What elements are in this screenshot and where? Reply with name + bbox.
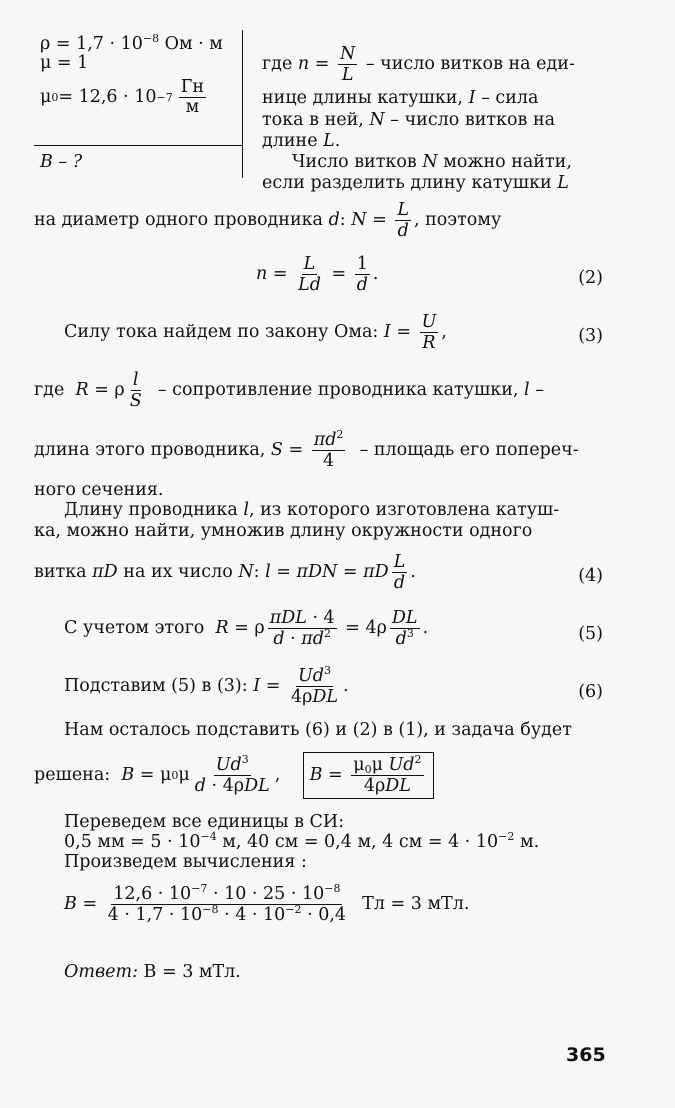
line-14: ка, можно найти, умножив длину окружности одного bbox=[34, 521, 533, 541]
equation-number-2: (2) bbox=[578, 268, 603, 288]
given-find: B – ? bbox=[40, 152, 83, 172]
page-number: 365 bbox=[566, 1044, 606, 1066]
line-4: длине L. bbox=[262, 131, 341, 151]
line-13: Длину проводника l, из которого изготовлена катуш- bbox=[64, 500, 560, 520]
equation-6: Подставим (5) в (3): I = $\frac{Ud^3}{\text{4ρDL}}$ . bbox=[64, 664, 349, 708]
equation-4: витка πD на их число N : l = πDN = πD $\frac{L}{d}$ . bbox=[34, 552, 416, 594]
line-22: Произведем вычисления : bbox=[64, 852, 307, 872]
equation-number-3: (3) bbox=[578, 326, 603, 346]
calculation: B = $\frac{12,6 \cdot 10^{-7} \cdot 10 \cdot 25 \cdot 10^{-8}}{4 \cdot 1,7 \cdot 10^{-8} \cdot 4 \cdot 10^{-2} \cdot 0,4}$ Тл = 3 мТл. bbox=[64, 882, 470, 926]
line-resistance: где R = ρ $\frac{l}{S}$ – сопротивление проводника катушки, l – bbox=[34, 370, 544, 412]
given-rho: $\rho = 1,7 \cdot 10^{-8}$ Ом · м bbox=[40, 32, 223, 54]
line-6: если разделить длину катушки L bbox=[262, 173, 569, 193]
answer-line: Ответ: B = 3 мТл. bbox=[64, 962, 241, 982]
equation-number-6: (6) bbox=[578, 682, 603, 702]
line-18: Нам осталось подставить (6) и (2) в (1), и задача будет bbox=[64, 720, 572, 740]
line-n-def: где n = $\frac{N}{L}$ – число витков на еди- bbox=[262, 44, 575, 86]
line-2: нице длины катушки, I – сила bbox=[262, 88, 539, 108]
equation-number-4: (4) bbox=[578, 566, 603, 586]
line-3: тока в ней, N – число витков на bbox=[262, 110, 556, 130]
line-5: Число витков N можно найти, bbox=[292, 152, 572, 172]
given-divider bbox=[34, 145, 242, 146]
line-21: 0,5 мм = $5 \cdot 10^{-4}$ м, 40 см = 0,4 м, 4 см = $4 \cdot 10^{-2}$ м. bbox=[64, 830, 540, 852]
line-7: на диаметр одного проводника d : N = $\frac{L}{d}$ , поэтому bbox=[34, 200, 502, 242]
equation-number-5: (5) bbox=[578, 624, 603, 644]
equation-2: n = $\frac{L}{Ld}$ = $\frac{1}{d}$ . bbox=[256, 254, 379, 296]
equation-5: С учетом этого R = ρ $\frac{\text{πDL · 4}}{d \cdot \pi d^2}$ = 4ρ $\frac{DL}{d^3}$ . bbox=[64, 608, 429, 650]
line-area: длина этого проводника, S = $\frac{\pi d^2}{4}$ – площадь его попереч- bbox=[34, 428, 579, 472]
line-12: ного сечения. bbox=[34, 480, 164, 500]
final-formula-line: решена: B = μ 0 μ $\frac{Ud^3}{\text{d · 4ρDL}}$ , B = $\frac{\mu_0\mu Ud^2}{\text{4ρDL}}$ bbox=[34, 752, 434, 799]
given-mu0: μ 0 = 12,6 · 10 −7 $\frac{Гн}{м}$ bbox=[40, 77, 205, 118]
equation-3: Силу тока найдем по закону Ома: I = $\frac{U}{R}$ , bbox=[64, 312, 447, 354]
boxed-answer-formula: B = $\frac{\mu_0\mu Ud^2}{\text{4ρDL}}$ bbox=[303, 752, 434, 799]
line-20: Переведем все единицы в СИ: bbox=[64, 812, 345, 832]
given-mu: μ = 1 bbox=[40, 53, 89, 73]
